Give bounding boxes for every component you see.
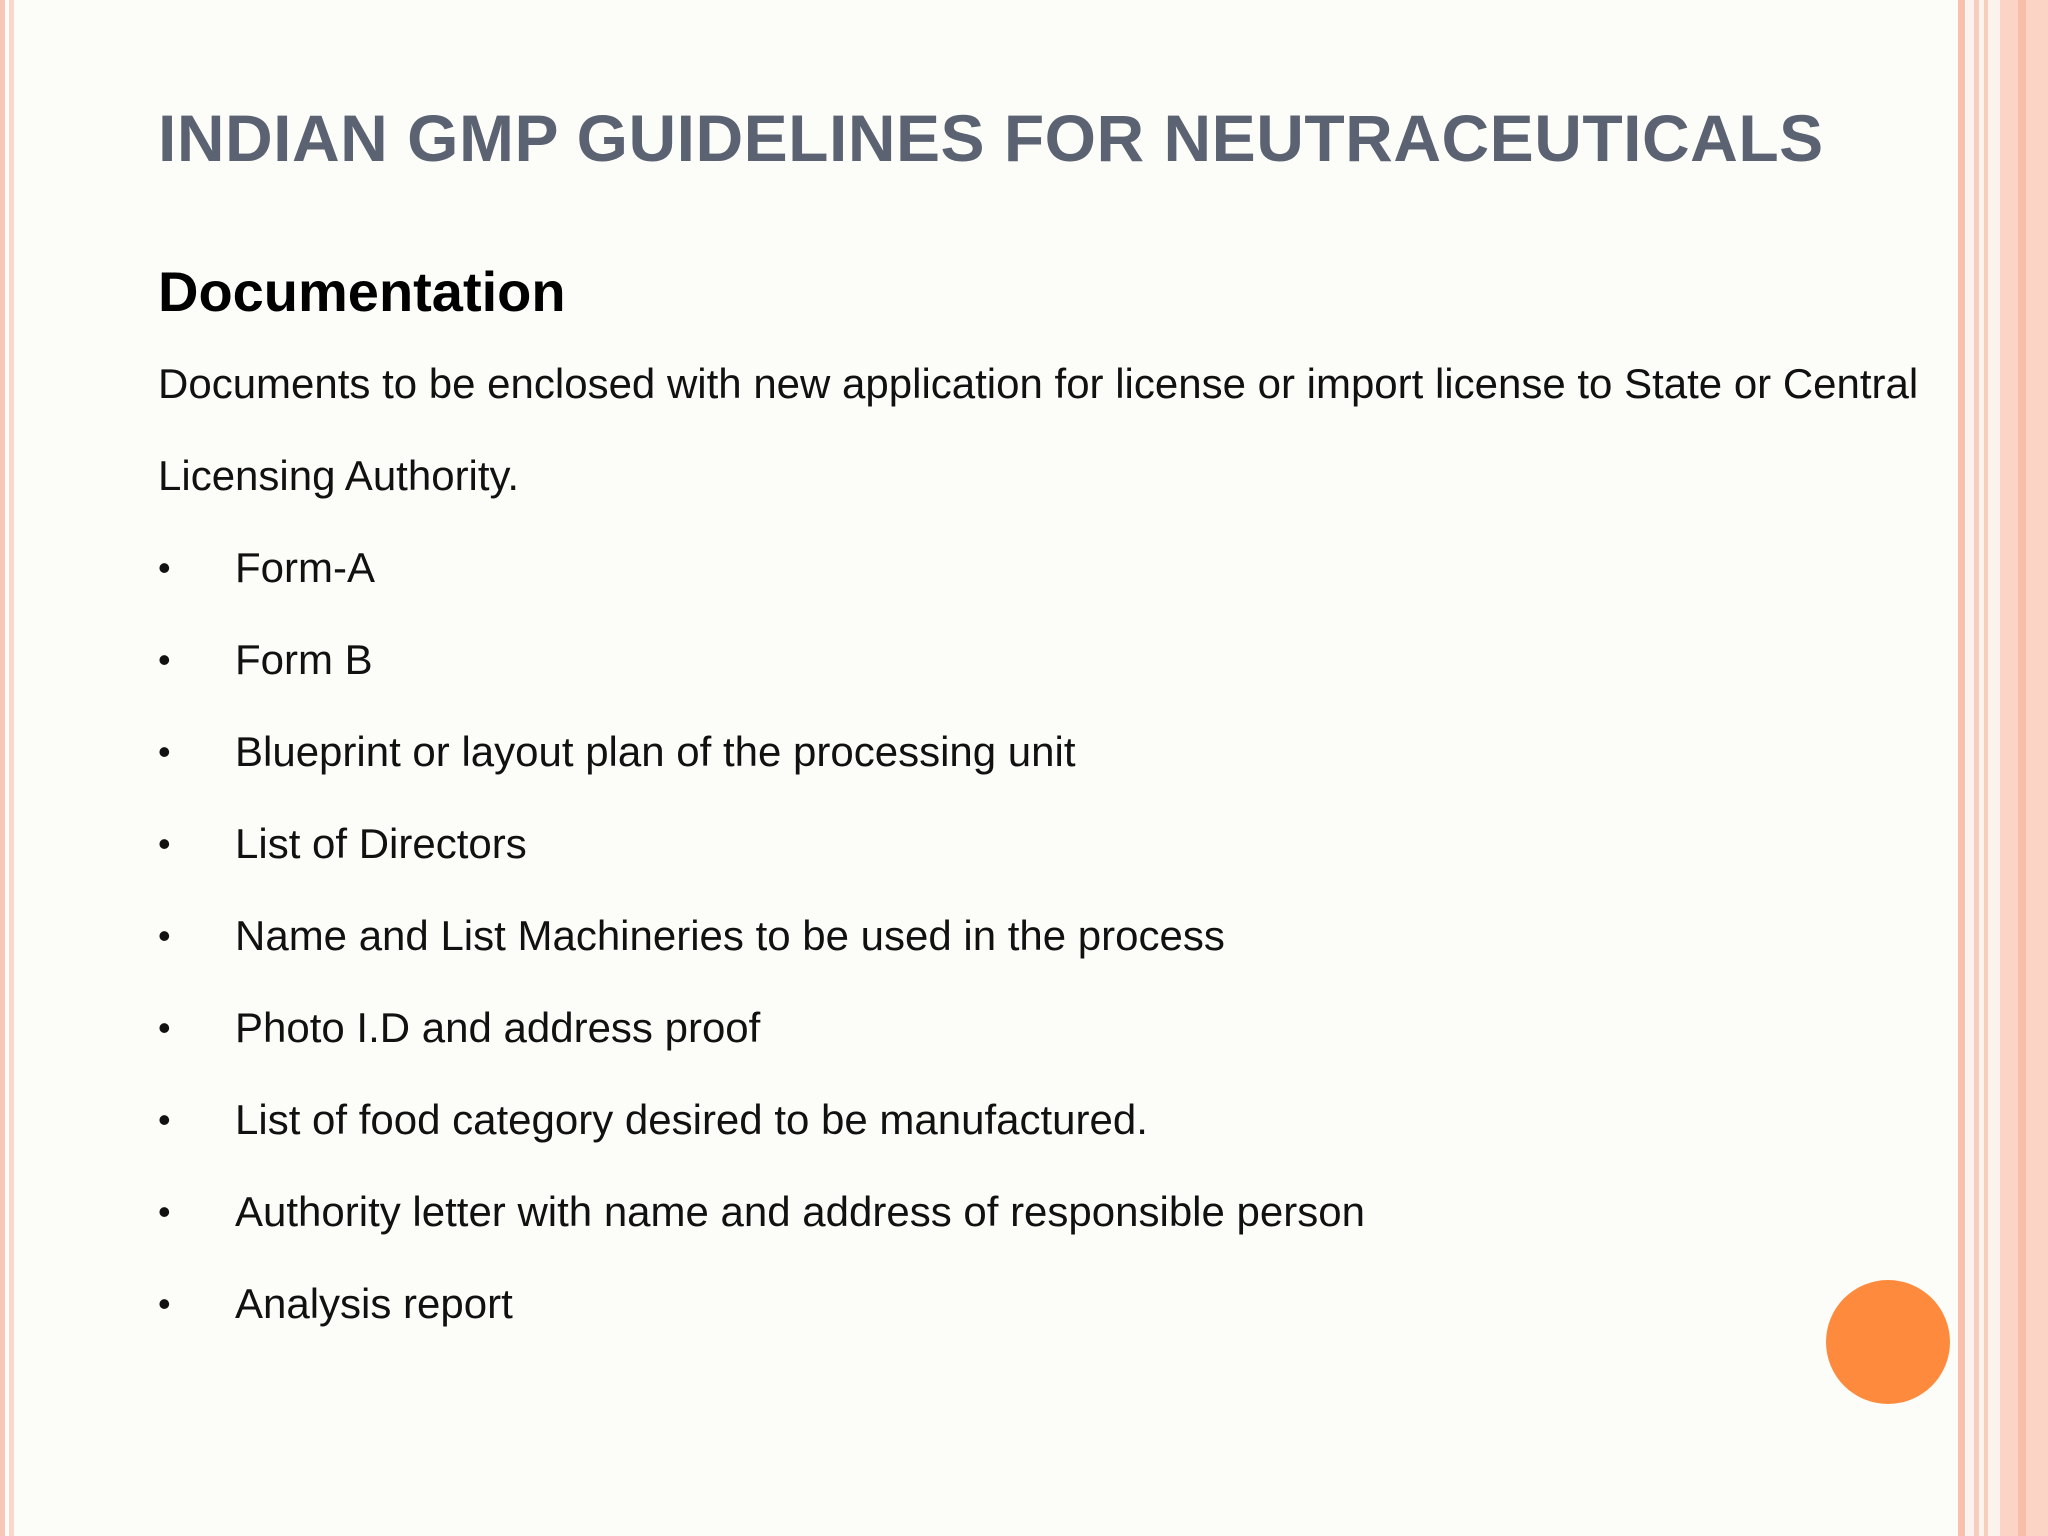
list-item [158,706,1938,798]
list-item-text: Form-A [235,544,375,591]
intro-paragraph: Documents to be enclosed with new application for license or import license to State or Central Licensing Authority. [158,360,1919,499]
orange-circle-decoration [1826,1280,1950,1404]
list-item [158,614,1938,706]
document-list [158,522,1938,1350]
bullet-icon: • [158,915,171,956]
list-item-text: Authority letter with name and address of responsible person [235,1188,1365,1235]
slide-body [158,256,1938,1350]
bullet-icon: • [158,639,171,680]
list-item [158,982,1938,1074]
list-item-text: List of Directors [235,820,527,867]
right-decorative-stripe [2018,0,2026,1536]
list-item-text: Name and List Machineries to be used in the process [235,912,1225,959]
bullet-icon: • [158,823,171,864]
list-item [158,1074,1938,1166]
list-item-text: Analysis report [235,1280,513,1327]
bullet-icon: • [158,731,171,772]
list-item [158,890,1938,982]
right-decorative-stripe [1958,0,1965,1536]
list-item [158,522,1938,614]
list-item [158,798,1938,890]
bullet-icon: • [158,1283,171,1324]
bullet-icon: • [158,1007,171,1048]
section-heading: Documentation [158,260,566,323]
bullet-icon: • [158,1099,171,1140]
list-item [158,1166,1938,1258]
bullet-icon: • [158,1191,171,1232]
list-item-text: Blueprint or layout plan of the processing unit [235,728,1076,775]
left-decorative-bar [0,0,5,1536]
slide-title: INDIAN GMP GUIDELINES FOR NEUTRACEUTICALS [158,101,1824,175]
list-item-text: Form B [235,636,373,683]
list-item-text: List of food category desired to be manufactured. [235,1096,1148,1143]
list-item [158,1258,1938,1350]
bullet-icon: • [158,547,171,588]
right-decorative-stripe [1984,0,1988,1536]
list-item-text: Photo I.D and address proof [235,1004,761,1051]
right-decorative-stripe [1974,0,1979,1536]
